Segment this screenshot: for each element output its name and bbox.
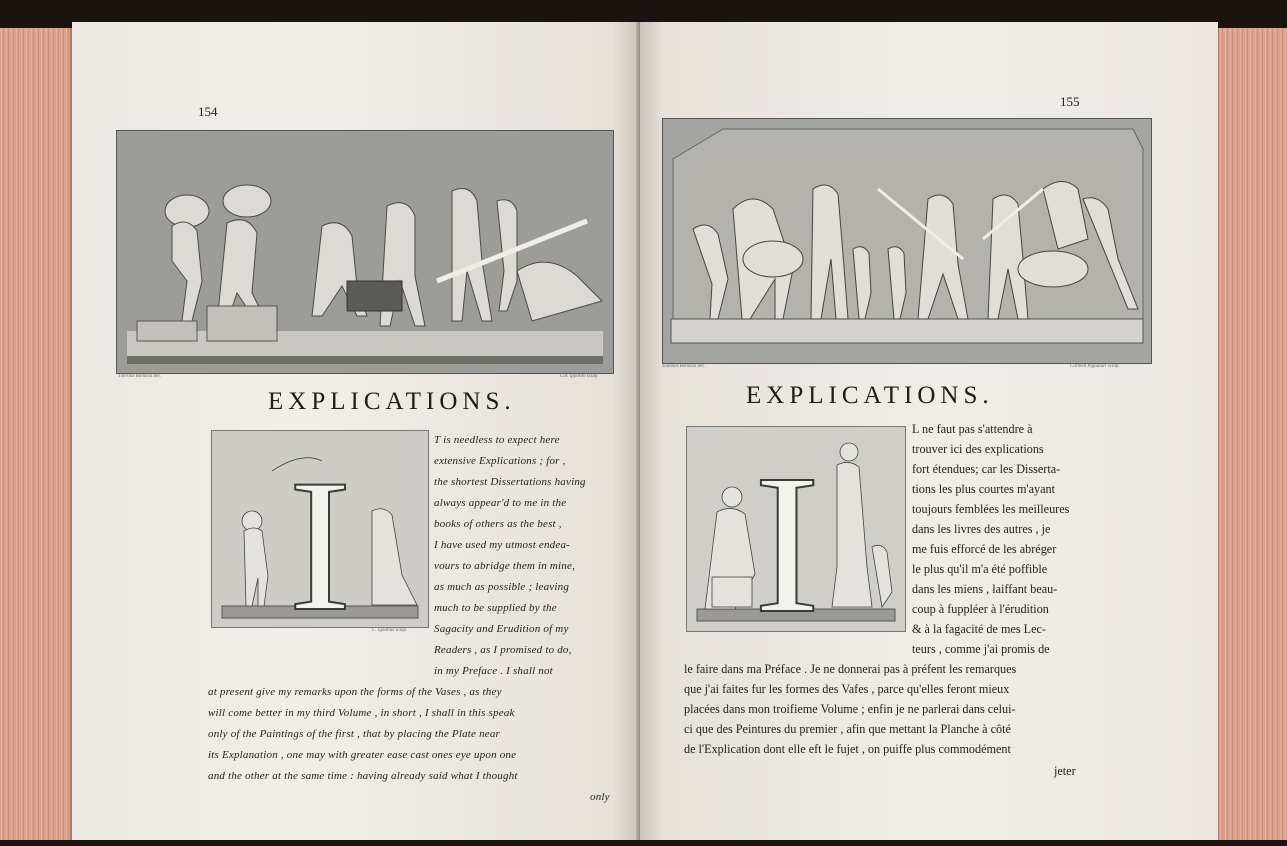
text-line: Sagacity and Erudition of my (434, 623, 569, 635)
initial-credit: C. Ignatius sculp. (372, 628, 408, 633)
left-page (72, 22, 640, 840)
decorated-initial (211, 430, 429, 628)
text-line: extensive Explications ; for , (434, 455, 566, 467)
text-line: coup à fuppléer à l'érudition (912, 602, 1049, 616)
engraved-plate (116, 130, 614, 374)
page-edges-left (0, 28, 72, 840)
plate-credit: Carmen Pignatari sculp. (1070, 364, 1120, 369)
text-line: le faire dans ma Préface . Je ne donnerai pas à préfent les remarques (684, 662, 1017, 676)
text-line: que j'ai faites fur les formes des Vafes , parce qu'elles feront mieux (684, 682, 1010, 696)
text-line: toujours femblées les meilleures (912, 502, 1070, 516)
text-line: as much as possible ; leaving (434, 581, 570, 593)
text-line: placées dans mon troifieme Volume ; enfin je ne parlerai dans celui- (684, 702, 1016, 716)
text-line: Readers , as I promised to do, (434, 644, 572, 656)
text-line: ci que des Peintures du premier , afin que mettant la Planche à côté (684, 722, 1011, 736)
engraved-plate (662, 118, 1152, 364)
text-line: T is needless to expect here (434, 434, 560, 446)
text-line: me fuis efforcé de les abréger (912, 542, 1057, 556)
text-line: fort étendues; car les Disserta- (912, 462, 1061, 476)
text-line: in my Preface . I shall not (434, 665, 553, 677)
plate-credit: Car. Ippolito sculp. (560, 374, 599, 379)
page-number: 154 (198, 104, 218, 119)
text-line: always appear'd to me in the (434, 497, 567, 509)
initial-letter: I (288, 441, 352, 627)
relief-illustration (117, 131, 613, 373)
text-line: dans les livres des autres , je (912, 522, 1051, 536)
text-line: at present give my remarks upon the forms of the Vases , as they (208, 686, 502, 698)
relief-illustration (663, 119, 1151, 363)
open-book (0, 10, 1287, 846)
text-line: will come better in my third Volume , in short , I shall in this speak (208, 707, 515, 719)
text-line: the shortest Dissertations having (434, 476, 586, 488)
text-line: vours to abridge them in mine, (434, 560, 576, 572)
text-line: trouver ici des explications (912, 442, 1044, 456)
initial-letter: I (753, 434, 821, 631)
text-line: de l'Explication dont elle eft le fujet , on puiffe plus commodément (684, 742, 1011, 756)
text-line: teurs , comme j'ai promis de (912, 642, 1050, 656)
initial-illustration (687, 427, 905, 631)
text-line: le plus qu'il m'a été poffible (912, 562, 1048, 576)
initial-illustration (212, 431, 428, 627)
catchword: jeter (1054, 764, 1076, 778)
text-line: L ne faut pas s'attendre à (912, 422, 1033, 436)
plate-credit: Tiberius Bonavia del. (118, 374, 161, 379)
section-heading: EXPLICATIONS. (268, 388, 516, 415)
page-number: 155 (1060, 94, 1080, 109)
plate-credit: Joannes Bonavia del. (662, 364, 705, 369)
decorated-initial (686, 426, 906, 632)
text-line: its Explanation , one may with greater ease cast ones eye upon one (208, 749, 517, 761)
text-line: dans les miens , laiffant beau- (912, 582, 1058, 596)
section-heading: EXPLICATIONS. (746, 382, 994, 409)
text-line: I have used my utmost endea- (434, 539, 571, 551)
text-line: & à la fagacité de mes Lec- (912, 622, 1046, 636)
right-page (640, 22, 1218, 840)
text-line: only of the Paintings of the first , that by placing the Plate near (208, 728, 501, 740)
text-line: books of others as the best , (434, 518, 562, 530)
page-edges-right (1217, 28, 1287, 840)
catchword: only (590, 791, 610, 803)
text-line: tions les plus courtes m'ayant (912, 482, 1056, 496)
text-line: much to be supplied by the (434, 602, 557, 614)
text-line: and the other at the same time : having already said what I thought (208, 770, 518, 782)
